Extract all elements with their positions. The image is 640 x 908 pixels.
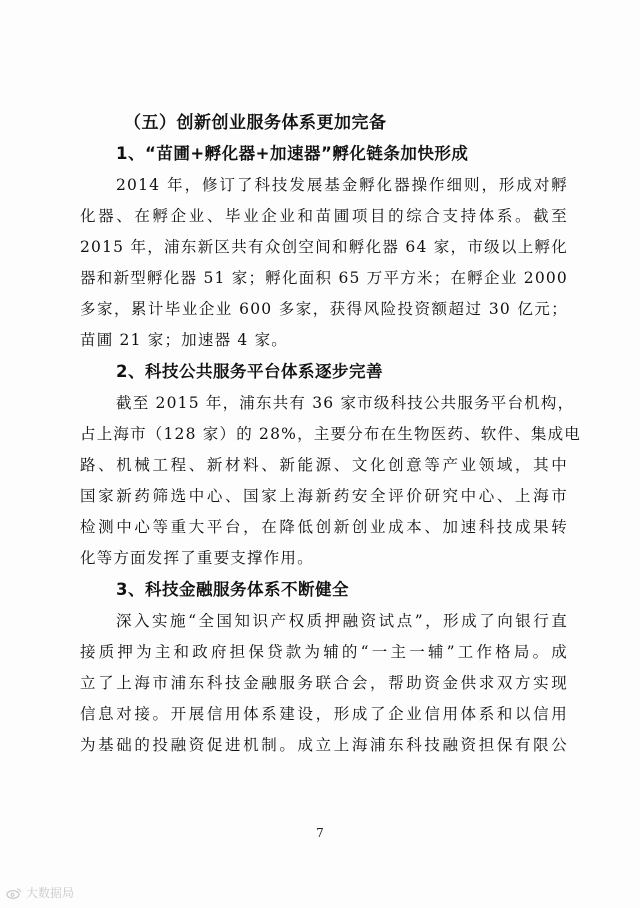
paragraph-line: 苗圃 21 家；加速器 4 家。 <box>80 331 288 349</box>
paragraph-line: 化器、在孵企业、毕业企业和苗圃项目的综合支持体系。截至 <box>80 207 568 225</box>
paragraph-line: 检测中心等重大平台，在降低创新创业成本、加速科技成果转 <box>80 518 568 536</box>
paragraph-line: 化等方面发挥了重要支撑作用。 <box>80 549 314 567</box>
paragraph-line: 路、机械工程、新材料、新能源、文化创意等产业领域，其中 <box>80 456 568 474</box>
paragraph-line: 器和新型孵化器 51 家；孵化面积 65 万平方米；在孵企业 2000 <box>80 269 568 287</box>
subsection-title-2: 2、科技公共服务平台体系逐步完善 <box>116 362 383 381</box>
subsection-title-3: 3、科技金融服务体系不断健全 <box>116 580 349 599</box>
paragraph-line: 接质押为主和政府担保贷款为辅的“一主一辅”工作格局。成 <box>80 643 568 661</box>
section-heading: （五）创新创业服务体系更加完备 <box>124 113 387 133</box>
paragraph-line: 国家新药筛选中心、国家上海新药安全评价研究中心、上海市 <box>80 487 568 505</box>
paragraph-line: 多家，累计毕业企业 600 多家，获得风险投资额超过 30 亿元； <box>80 300 568 318</box>
watermark-text: 大数据局 <box>26 886 75 900</box>
weibo-icon <box>6 887 22 899</box>
document-body <box>80 108 581 761</box>
watermark <box>6 884 74 901</box>
paragraph-line: 占上海市（128 家）的 28%，主要分布在生物医药、软件、集成电 <box>80 425 581 443</box>
paragraph-line: 立了上海市浦东科技金融服务联合会，帮助资金供求双方实现 <box>80 674 568 692</box>
subsection-title-1: 1、“苗圃+孵化器+加速器”孵化链条加快形成 <box>116 144 469 163</box>
paragraph-line: 深入实施“全国知识产权质押融资试点”，形成了向银行直 <box>116 612 568 630</box>
page-number: 7 <box>316 826 324 840</box>
paragraph-line: 为基础的投融资促进机制。成立上海浦东科技融资担保有限公 <box>80 736 568 754</box>
paragraph-line: 2015 年，浦东新区共有众创空间和孵化器 64 家，市级以上孵化 <box>80 238 568 256</box>
paragraph-line: 截至 2015 年，浦东共有 36 家市级科技公共服务平台机构， <box>116 394 575 412</box>
paragraph-line: 信息对接。开展信用体系建设，形成了企业信用体系和以信用 <box>80 705 568 723</box>
paragraph-line: 2014 年，修订了科技发展基金孵化器操作细则，形成对孵 <box>116 176 568 194</box>
